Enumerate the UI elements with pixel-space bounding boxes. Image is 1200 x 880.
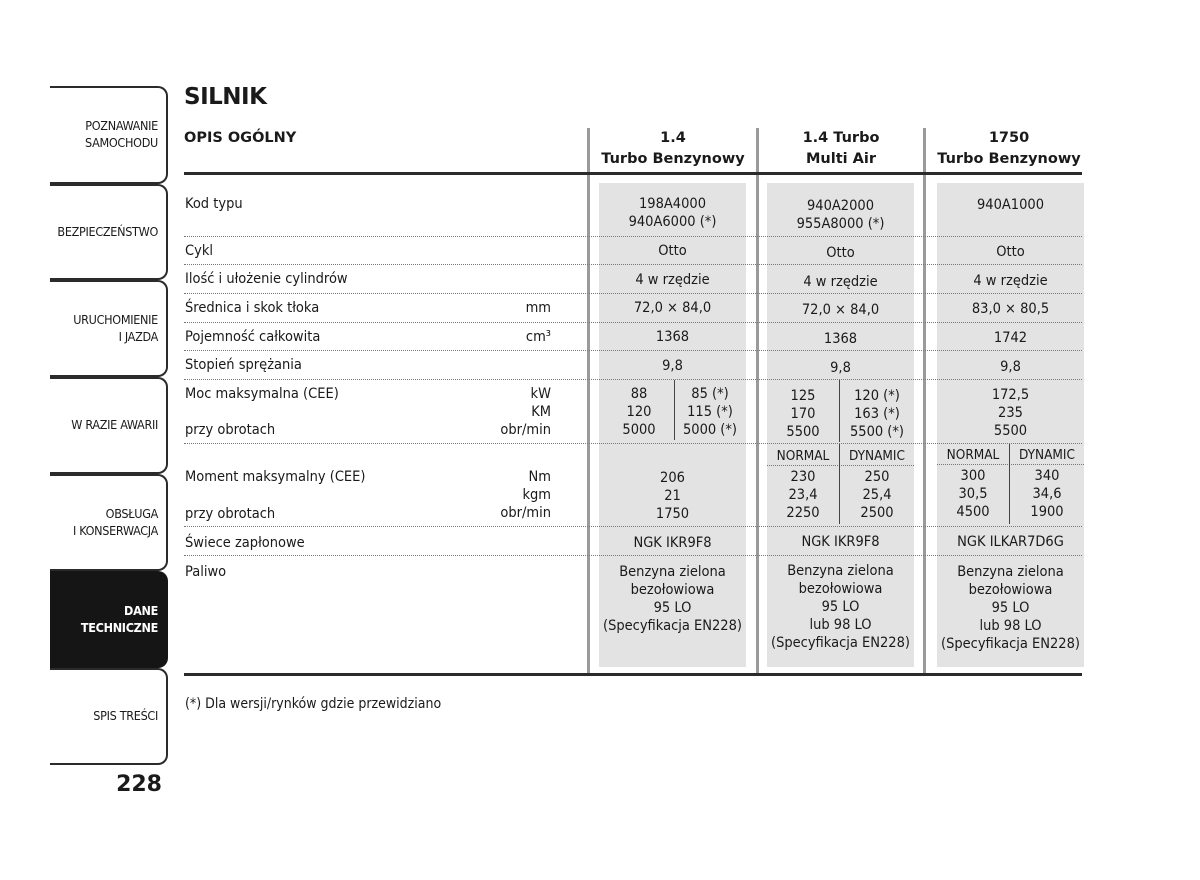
row-label: Średnica i skok tłoka bbox=[185, 300, 320, 316]
cell-split bbox=[839, 380, 840, 442]
cell-value: 250 25,4 2500 bbox=[860, 469, 894, 521]
tab-dane-techniczne[interactable] bbox=[50, 571, 168, 668]
col-header-line2: Multi Air bbox=[805, 151, 876, 167]
cell-value: 340 34,6 1900 bbox=[1030, 468, 1064, 520]
col-header-line2: Turbo Benzynowy bbox=[601, 151, 745, 167]
desc-header: OPIS OGÓLNY bbox=[184, 130, 297, 146]
cell-value: NGK IKR9F8 bbox=[633, 535, 712, 551]
cell-value: Benzyna zielona bezołowiowa 95 LO lub 98 LO (Specyfikacja EN228) bbox=[770, 563, 910, 651]
subheader-divider bbox=[767, 465, 914, 466]
tab-label: SPIS TREŚCI bbox=[93, 708, 158, 724]
tab-label: DANE TECHNICZNE bbox=[80, 602, 158, 635]
cell-value: Benzyna zielona bezołowiowa 95 LO lub 98 LO (Specyfikacja EN228) bbox=[940, 564, 1080, 652]
col-header-2 bbox=[760, 128, 922, 170]
table-bottom-rule bbox=[184, 673, 1082, 676]
row-divider bbox=[184, 264, 1082, 265]
cell-value: 940A1000 bbox=[976, 197, 1044, 213]
cell-value: NGK IKR9F8 bbox=[801, 534, 880, 550]
cell-value: 72,0 × 84,0 bbox=[801, 302, 880, 318]
normal-label: NORMAL bbox=[946, 447, 1000, 463]
tab-label: BEZPIECZEŃSTWO bbox=[57, 223, 158, 239]
tab-spis-tresci[interactable] bbox=[50, 668, 168, 765]
col-header-3 bbox=[928, 128, 1090, 170]
cell-value: 1368 bbox=[655, 329, 690, 345]
cell-value: 9,8 bbox=[1000, 359, 1021, 375]
col-header-line1: 1750 bbox=[988, 130, 1030, 146]
col-header-line1: 1.4 bbox=[660, 130, 686, 146]
row-unit: Nm kgm obr/min bbox=[500, 469, 551, 521]
column-separator bbox=[923, 128, 926, 674]
column-separator bbox=[587, 128, 590, 674]
cell-value: 206 21 1750 bbox=[655, 470, 690, 522]
row-label: Cykl bbox=[185, 243, 214, 259]
cell-value: 120 (*) 163 (*) 5500 (*) bbox=[849, 388, 905, 440]
row-divider bbox=[184, 322, 1082, 323]
subheader-divider bbox=[937, 464, 1084, 465]
row-divider bbox=[184, 236, 1082, 237]
cell-value: 4 w rzędzie bbox=[803, 274, 878, 290]
row-label: przy obrotach bbox=[185, 422, 276, 438]
normal-label: NORMAL bbox=[776, 448, 830, 464]
dynamic-label: DYNAMIC bbox=[1019, 447, 1075, 463]
row-label: Moc maksymalna (CEE) bbox=[185, 386, 339, 402]
row-divider bbox=[184, 293, 1082, 294]
col-header-line1: 1.4 Turbo bbox=[802, 130, 880, 146]
row-divider bbox=[184, 350, 1082, 351]
cell-value: Otto bbox=[826, 245, 855, 261]
cell-value: 1368 bbox=[823, 331, 858, 347]
tab-label: URUCHOMIENIE I JAZDA bbox=[73, 311, 158, 344]
tab-label: POZNAWANIE SAMOCHODU bbox=[85, 118, 158, 150]
cell-value: Benzyna zielona bezołowiowa 95 LO (Specyfikacja EN228) bbox=[602, 564, 742, 634]
cell-split bbox=[674, 380, 675, 440]
cell-split bbox=[1009, 444, 1010, 524]
page-number: 228 bbox=[116, 772, 162, 797]
cell-value: 4 w rzędzie bbox=[635, 272, 710, 288]
row-divider bbox=[184, 379, 1082, 380]
cell-value: NGK ILKAR7D6G bbox=[957, 534, 1064, 550]
cell-value: 72,0 × 84,0 bbox=[633, 300, 712, 316]
cell-value: Otto bbox=[658, 243, 687, 259]
cell-value: 83,0 × 80,5 bbox=[971, 301, 1050, 317]
row-label: Ilość i ułożenie cylindrów bbox=[185, 271, 348, 287]
row-unit: cm³ bbox=[525, 329, 551, 345]
row-label: Świece zapłonowe bbox=[185, 535, 305, 551]
row-label: Pojemność całkowita bbox=[185, 329, 321, 345]
cell-value: 300 30,5 4500 bbox=[956, 468, 990, 520]
col-header-1 bbox=[592, 128, 754, 170]
page-title: SILNIK bbox=[184, 84, 267, 110]
row-unit: mm bbox=[525, 300, 551, 316]
cell-value: 1742 bbox=[993, 330, 1028, 346]
row-divider bbox=[184, 555, 1082, 556]
cell-value: 125 170 5500 bbox=[786, 388, 820, 440]
header-rule bbox=[184, 172, 1082, 175]
cell-split bbox=[839, 444, 840, 524]
row-label: Stopień sprężania bbox=[185, 357, 302, 373]
tab-label: OBSŁUGA I KONSERWACJA bbox=[72, 505, 158, 538]
row-label: Moment maksymalny (CEE) bbox=[185, 469, 366, 485]
footnote: (*) Dla wersji/rynków gdzie przewidziano bbox=[185, 696, 442, 712]
cell-value: 940A2000 955A8000 (*) bbox=[796, 198, 885, 232]
col-header-line2: Turbo Benzynowy bbox=[937, 151, 1081, 167]
row-divider bbox=[184, 443, 1082, 444]
column-separator bbox=[756, 128, 759, 674]
row-label: przy obrotach bbox=[185, 506, 276, 522]
row-divider bbox=[184, 526, 1082, 527]
row-label: Paliwo bbox=[185, 564, 227, 580]
row-label: Kod typu bbox=[185, 196, 243, 212]
tab-bezpieczenstwo[interactable] bbox=[50, 184, 168, 280]
cell-value: 4 w rzędzie bbox=[973, 273, 1048, 289]
cell-value: 9,8 bbox=[662, 358, 683, 374]
cell-value: 198A4000 940A6000 (*) bbox=[628, 196, 717, 230]
row-unit: kW KM obr/min bbox=[500, 386, 551, 438]
tab-obsluga-i-konserwacja[interactable] bbox=[50, 474, 168, 571]
cell-value: 230 23,4 2250 bbox=[786, 469, 820, 521]
dynamic-label: DYNAMIC bbox=[849, 448, 905, 464]
cell-value: 88 120 5000 bbox=[622, 386, 656, 438]
tab-label: W RAZIE AWARII bbox=[71, 417, 158, 433]
cell-value: Otto bbox=[996, 244, 1025, 260]
cell-value: 85 (*) 115 (*) 5000 (*) bbox=[682, 386, 738, 438]
cell-value: 9,8 bbox=[830, 360, 851, 376]
tab-uruchomienie-i-jazda[interactable] bbox=[50, 280, 168, 377]
tab-w-razie-awarii[interactable] bbox=[50, 377, 168, 474]
cell-value: 172,5 235 5500 bbox=[991, 387, 1030, 439]
tab-poznawanie-samochodu[interactable] bbox=[50, 86, 168, 184]
